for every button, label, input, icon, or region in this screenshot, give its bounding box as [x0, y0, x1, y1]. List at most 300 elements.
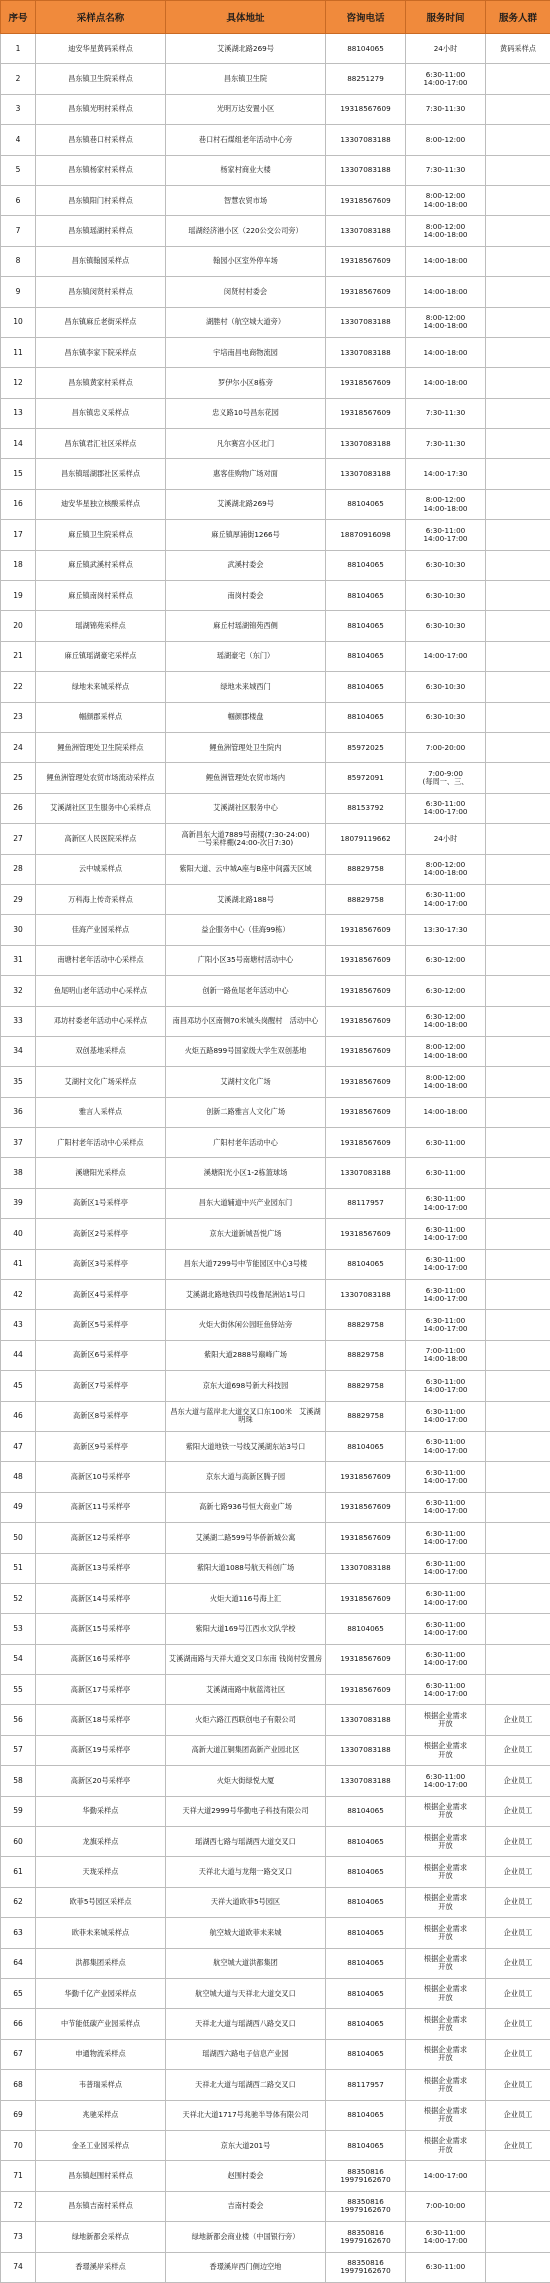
table-row [1, 1948, 550, 1978]
table-row [1, 1462, 550, 1492]
cell-phone [326, 1128, 406, 1158]
cell-time [406, 611, 486, 641]
cell-time-text: 根据企业需求 开放 [424, 1802, 467, 1819]
cell-no-text: 10 [13, 317, 23, 326]
cell-time [406, 337, 486, 367]
cell-phone-text: 19318567609 [340, 287, 390, 296]
table-row [1, 1340, 550, 1370]
cell-no-text: 69 [13, 2110, 23, 2119]
cell-time-text: 6:30-10:30 [426, 682, 465, 691]
cell-crowd [486, 2191, 550, 2221]
cell-crowd [486, 489, 550, 519]
cell-crowd [486, 459, 550, 489]
cell-address-text: 赵围村委会 [228, 2171, 264, 2180]
cell-time-text: 14:00-17:00 [423, 2171, 467, 2180]
cell-no-text: 42 [13, 1290, 23, 1299]
cell-time-text: 6:30-11:00 14:00-17:00 [423, 1772, 467, 1789]
cell-time-text: 6:30-11:00 14:00-17:00 [423, 1620, 467, 1637]
cell-no [1, 246, 36, 276]
cell-time [406, 2009, 486, 2039]
cell-name [36, 34, 166, 64]
cell-phone-text: 19318567609 [340, 1107, 390, 1116]
cell-time-text: 6:30-11:00 14:00-17:00 [423, 1559, 467, 1576]
table-row [1, 2130, 550, 2160]
cell-name [36, 1128, 166, 1158]
cell-name [36, 611, 166, 641]
cell-phone [326, 2191, 406, 2221]
cell-phone-text: 18870916098 [340, 530, 390, 539]
cell-no [1, 125, 36, 155]
cell-name [36, 2130, 166, 2160]
header-cell-phone: 咨询电话 [326, 1, 406, 34]
cell-phone [326, 915, 406, 945]
cell-name [36, 1249, 166, 1279]
cell-address-text: 翰园小区室外停车场 [213, 256, 278, 265]
cell-phone [326, 1553, 406, 1583]
cell-no-text: 64 [13, 1958, 23, 1967]
cell-phone-text: 19318567609 [340, 196, 390, 205]
cell-address-text: 绿地未来城西门 [220, 682, 270, 691]
cell-crowd [486, 581, 550, 611]
cell-time-text: 6:30-11:00 14:00-17:00 [423, 1529, 467, 1546]
cell-no [1, 2191, 36, 2221]
cell-time-text: 6:30-10:30 [426, 621, 465, 630]
cell-address-text: 天祥北大道与瑶湖西八路交叉口 [195, 2019, 296, 2028]
cell-time-text: 根据企业需求 开放 [424, 2106, 467, 2123]
cell-time-text: 根据企业需求 开放 [424, 1984, 467, 2001]
header-row [1, 1, 550, 34]
cell-address [166, 1067, 326, 1097]
cell-name-text: 高新区16号采样亭 [71, 1654, 130, 1663]
table-row [1, 1492, 550, 1522]
cell-time [406, 1036, 486, 1066]
table-row [1, 1371, 550, 1401]
table-row [1, 64, 550, 94]
cell-address-text: 京东大道新城吾悦广场 [210, 1229, 282, 1238]
cell-address-text: 闵贤村村委会 [224, 287, 267, 296]
cell-crowd [486, 1097, 550, 1127]
cell-crowd [486, 1614, 550, 1644]
cell-time-text: 6:30-11:00 14:00-17:00 [423, 1225, 467, 1242]
cell-name-text: 高新区1号采样亭 [73, 1198, 128, 1207]
cell-name [36, 854, 166, 884]
cell-address [166, 1249, 326, 1279]
cell-name [36, 2161, 166, 2191]
cell-phone-text: 88350816 19979162670 [340, 2258, 390, 2275]
cell-phone-text: 88350816 19979162670 [340, 2197, 390, 2214]
table-row [1, 793, 550, 823]
cell-name-text: 广阳村老年活动中心采样点 [57, 1138, 143, 1147]
cell-name-text: 鱼尾明山老年活动中心采样点 [54, 986, 147, 995]
cell-crowd [486, 2100, 550, 2130]
cell-address-text: 火炬大街休闲公园旺鱼驿站旁 [199, 1320, 292, 1329]
cell-crowd [486, 732, 550, 762]
cell-time [406, 2130, 486, 2160]
cell-time-text: 6:30-11:00 14:00-17:00 [423, 1589, 467, 1606]
cell-name [36, 94, 166, 124]
table-row [1, 1523, 550, 1553]
table-row [1, 489, 550, 519]
cell-phone [326, 185, 406, 215]
cell-name [36, 1827, 166, 1857]
cell-address-text: 杨家村商业大楼 [220, 165, 270, 174]
cell-name [36, 1796, 166, 1826]
cell-no [1, 854, 36, 884]
cell-crowd [486, 1431, 550, 1461]
cell-time [406, 185, 486, 215]
cell-phone-text: 88104065 [347, 1958, 384, 1967]
cell-time-text: 13:30-17:30 [423, 925, 467, 934]
cell-address [166, 854, 326, 884]
cell-phone-text: 13307083188 [340, 226, 390, 235]
cell-no [1, 884, 36, 914]
cell-no-text: 37 [13, 1138, 23, 1147]
cell-name-text: 昌东镇瑶湖村采样点 [68, 226, 133, 235]
cell-no [1, 976, 36, 1006]
cell-no [1, 763, 36, 793]
cell-name-text: 麻丘镇武溪村采样点 [68, 560, 133, 569]
cell-time-text: 14:00-18:00 [423, 378, 467, 387]
cell-no [1, 1462, 36, 1492]
table-row [1, 459, 550, 489]
cell-address [166, 672, 326, 702]
cell-phone [326, 702, 406, 732]
table-row [1, 94, 550, 124]
cell-phone-text: 19318567609 [340, 955, 390, 964]
cell-time [406, 368, 486, 398]
cell-time [406, 702, 486, 732]
header-cell-address: 具体地址 [166, 1, 326, 34]
cell-name-text: 万科海上传奇采样点 [68, 895, 133, 904]
cell-name-text: 高新区20号采样亭 [71, 1776, 130, 1785]
cell-crowd [486, 672, 550, 702]
cell-address [166, 1705, 326, 1735]
cell-time [406, 459, 486, 489]
cell-name [36, 1918, 166, 1948]
cell-crowd-text: 黄码采样点 [500, 44, 536, 53]
cell-name [36, 1553, 166, 1583]
cell-time [406, 581, 486, 611]
cell-address-text: 艾溪湖南路与天祥大道交叉口东南 钱岗村安置房 [169, 1654, 322, 1663]
cell-address-text: 火炬六路江西联创电子有限公司 [195, 1715, 296, 1724]
table-row [1, 1796, 550, 1826]
cell-phone [326, 1766, 406, 1796]
cell-address-text: 麻丘镇厚浦街1266号 [211, 530, 280, 539]
cell-address-text: 广阳小区35号南塘村活动中心 [198, 955, 293, 964]
cell-phone [326, 1310, 406, 1340]
cell-address-text: 艾溪湖社区服务中心 [213, 803, 278, 812]
cell-crowd [486, 216, 550, 246]
cell-phone-text: 88104065 [347, 2141, 384, 2150]
cell-name [36, 1614, 166, 1644]
cell-phone-text: 88350816 19979162670 [340, 2167, 390, 2184]
cell-phone [326, 611, 406, 641]
cell-name [36, 1097, 166, 1127]
cell-address [166, 2070, 326, 2100]
cell-name-text: 鲤鱼洲管理处农贸市场流动采样点 [47, 773, 155, 782]
cell-no [1, 1492, 36, 1522]
cell-address [166, 1735, 326, 1765]
cell-no-text: 65 [13, 1989, 23, 1998]
cell-address [166, 2252, 326, 2282]
cell-no-text: 41 [13, 1259, 23, 1268]
cell-time-text: 6:30-11:00 14:00-17:00 [423, 2228, 467, 2245]
cell-phone [326, 1492, 406, 1522]
cell-time [406, 641, 486, 671]
cell-time-text: 24小时 [434, 834, 458, 843]
cell-address-text: 惠客佳购物广场对面 [213, 469, 278, 478]
cell-phone [326, 216, 406, 246]
cell-no-text: 18 [13, 560, 23, 569]
cell-phone-text: 88251279 [347, 74, 384, 83]
cell-time-text: 8:00-12:00 [426, 135, 465, 144]
cell-time-text: 6:30-11:00 14:00-17:00 [423, 1407, 467, 1424]
cell-phone-text: 88104065 [347, 1259, 384, 1268]
cell-name [36, 1158, 166, 1188]
cell-name [36, 307, 166, 337]
cell-time [406, 1340, 486, 1370]
cell-time-text: 8:00-12:00 14:00-18:00 [423, 191, 467, 208]
cell-phone [326, 246, 406, 276]
cell-phone-text: 88104065 [347, 1867, 384, 1876]
cell-address [166, 915, 326, 945]
cell-no [1, 2039, 36, 2069]
cell-name-text: 云中城采样点 [79, 864, 122, 873]
cell-time [406, 1523, 486, 1553]
cell-name [36, 1948, 166, 1978]
table-row [1, 1766, 550, 1796]
table-row [1, 702, 550, 732]
cell-address-text: 航空城大道洪都集团 [213, 1958, 278, 1967]
table-row [1, 1735, 550, 1765]
cell-address-text: 帼颜郡楼盘 [228, 712, 264, 721]
cell-crowd-text: 企业员工 [504, 1837, 533, 1846]
cell-crowd-text: 企业员工 [504, 2080, 533, 2089]
cell-time [406, 884, 486, 914]
cell-time [406, 429, 486, 459]
cell-address [166, 489, 326, 519]
cell-name [36, 1280, 166, 1310]
cell-address-text: 高新七路936号恒大商业广场 [199, 1502, 292, 1511]
cell-address [166, 1492, 326, 1522]
cell-name-text: 佳海产业园采样点 [72, 925, 130, 934]
cell-address-text: 智慧农贸市场 [224, 196, 267, 205]
cell-crowd [486, 1340, 550, 1370]
cell-time [406, 550, 486, 580]
cell-address [166, 1979, 326, 2009]
cell-no-text: 46 [13, 1411, 23, 1420]
table-row [1, 1401, 550, 1431]
cell-time-text: 根据企业需求 开放 [424, 1741, 467, 1758]
cell-address-text: 火炬五路899号国家级大学生双创基地 [185, 1046, 307, 1055]
cell-crowd [486, 1705, 550, 1735]
cell-no-text: 27 [13, 834, 23, 843]
cell-no-text: 58 [13, 1776, 23, 1785]
cell-address-text: 南岗村委会 [228, 591, 264, 600]
cell-no [1, 520, 36, 550]
cell-time-text: 24小时 [434, 44, 458, 53]
cell-name-text: 高新区5号采样亭 [73, 1320, 128, 1329]
cell-name-text: 昌东镇翰园采样点 [72, 256, 130, 265]
cell-time [406, 2161, 486, 2191]
cell-address-text: 京东大道与高新区腾子园 [206, 1472, 285, 1481]
cell-name [36, 1766, 166, 1796]
cell-name-text: 华勤千亿产业园采样点 [65, 1989, 137, 1998]
cell-address-text: 瑶湖豪宅（东门） [217, 651, 275, 660]
cell-name [36, 125, 166, 155]
table-row [1, 2252, 550, 2282]
cell-no-text: 3 [16, 104, 21, 113]
cell-address-text: 艾溪湖北路269号 [217, 499, 274, 508]
cell-time-text: 6:30-11:00 14:00-17:00 [423, 1255, 467, 1272]
cell-time [406, 1401, 486, 1431]
cell-phone-text: 88829758 [347, 895, 384, 904]
cell-name [36, 1492, 166, 1522]
cell-no-text: 63 [13, 1928, 23, 1937]
cell-time [406, 1827, 486, 1857]
cell-crowd [486, 1219, 550, 1249]
cell-phone-text: 13307083188 [340, 1745, 390, 1754]
cell-no [1, 1249, 36, 1279]
cell-address [166, 1644, 326, 1674]
cell-name [36, 2070, 166, 2100]
cell-time-text: 6:30-11:00 14:00-17:00 [423, 1498, 467, 1515]
cell-crowd [486, 2130, 550, 2160]
cell-phone [326, 976, 406, 1006]
cell-address [166, 1036, 326, 1066]
cell-crowd-text: 企业员工 [504, 1897, 533, 1906]
cell-no [1, 1219, 36, 1249]
cell-address-text: 益企服务中心（佳海99栋） [201, 925, 289, 934]
cell-crowd [486, 1979, 550, 2009]
cell-name-text: 高新区2号采样亭 [73, 1229, 128, 1238]
cell-time-text: 7:30-11:30 [426, 104, 465, 113]
cell-phone-text: 88117957 [347, 1198, 384, 1207]
table-row [1, 824, 550, 854]
cell-phone-text: 88104065 [347, 621, 384, 630]
cell-time-text: 6:30-11:00 [426, 2262, 465, 2271]
cell-name-text: 韦普瑞采样点 [79, 2080, 122, 2089]
cell-no [1, 581, 36, 611]
cell-address-text: 紫阳大道169号江西水文队学校 [196, 1624, 296, 1633]
cell-address [166, 550, 326, 580]
cell-time-text: 14:00-18:00 [423, 256, 467, 265]
cell-phone [326, 672, 406, 702]
cell-crowd [486, 246, 550, 276]
cell-name [36, 550, 166, 580]
table-row [1, 2222, 550, 2252]
cell-phone-text: 88104065 [347, 1897, 384, 1906]
cell-address [166, 1462, 326, 1492]
cell-no-text: 36 [13, 1107, 23, 1116]
cell-address [166, 1766, 326, 1796]
cell-address [166, 1431, 326, 1461]
cell-no [1, 94, 36, 124]
cell-address-text: 紫阳大道2888号巅峰广场 [204, 1350, 287, 1359]
cell-phone-text: 88104065 [347, 651, 384, 660]
cell-phone-text: 88104065 [347, 44, 384, 53]
cell-name [36, 185, 166, 215]
cell-address [166, 1887, 326, 1917]
cell-name [36, 2009, 166, 2039]
cell-time [406, 1097, 486, 1127]
cell-crowd [486, 976, 550, 1006]
cell-time-text: 6:30-11:00 [426, 1168, 465, 1177]
cell-address-text: 紫阳大道1088号航天科创广场 [197, 1563, 294, 1572]
cell-phone-text: 88104065 [347, 712, 384, 721]
cell-phone [326, 64, 406, 94]
cell-time [406, 1948, 486, 1978]
cell-address [166, 459, 326, 489]
cell-phone [326, 459, 406, 489]
cell-name-text: 麻丘镇卫生院采样点 [68, 530, 133, 539]
cell-no-text: 17 [13, 530, 23, 539]
cell-crowd [486, 854, 550, 884]
table-row [1, 672, 550, 702]
cell-no-text: 13 [13, 408, 23, 417]
cell-address [166, 1948, 326, 1978]
cell-crowd [486, 824, 550, 854]
cell-time [406, 1128, 486, 1158]
cell-address [166, 793, 326, 823]
cell-no-text: 74 [13, 2262, 23, 2271]
cell-no-text: 51 [13, 1563, 23, 1572]
table-row [1, 1979, 550, 2009]
cell-crowd [486, 1310, 550, 1340]
table-row [1, 2100, 550, 2130]
cell-phone [326, 1918, 406, 1948]
cell-name [36, 2100, 166, 2130]
cell-no-text: 39 [13, 1198, 23, 1207]
cell-phone [326, 1006, 406, 1036]
table-row [1, 2070, 550, 2100]
cell-no [1, 307, 36, 337]
cell-name-text: 高新区12号采样亭 [71, 1533, 130, 1542]
cell-time-text: 8:00-12:00 14:00-18:00 [423, 495, 467, 512]
cell-phone-text: 18079119662 [340, 834, 390, 843]
cell-address [166, 732, 326, 762]
cell-time [406, 1310, 486, 1340]
cell-no-text: 8 [16, 256, 21, 265]
cell-crowd [486, 550, 550, 580]
cell-crowd-text: 企业员工 [504, 1989, 533, 1998]
cell-phone-text: 88104065 [347, 560, 384, 569]
header-cell-name: 采样点名称 [36, 1, 166, 34]
cell-address-text: 京东大道698号新大科技园 [203, 1381, 289, 1390]
cell-no [1, 1006, 36, 1036]
cell-crowd [486, 793, 550, 823]
cell-no [1, 1340, 36, 1370]
cell-crowd [486, 429, 550, 459]
cell-name [36, 429, 166, 459]
cell-phone-text: 88104065 [347, 499, 384, 508]
cell-name [36, 1006, 166, 1036]
cell-time [406, 64, 486, 94]
cell-phone [326, 763, 406, 793]
cell-time-text: 根据企业需求 开放 [424, 2045, 467, 2062]
cell-time [406, 1887, 486, 1917]
cell-no-text: 40 [13, 1229, 23, 1238]
cell-name [36, 1735, 166, 1765]
cell-name [36, 489, 166, 519]
cell-crowd [486, 1918, 550, 1948]
cell-time [406, 1280, 486, 1310]
cell-phone-text: 88104065 [347, 1928, 384, 1937]
cell-time-text: 6:30-11:00 14:00-17:00 [423, 799, 467, 816]
cell-crowd [486, 2252, 550, 2282]
cell-crowd [486, 1067, 550, 1097]
cell-time-text: 根据企业需求 开放 [424, 2076, 467, 2093]
